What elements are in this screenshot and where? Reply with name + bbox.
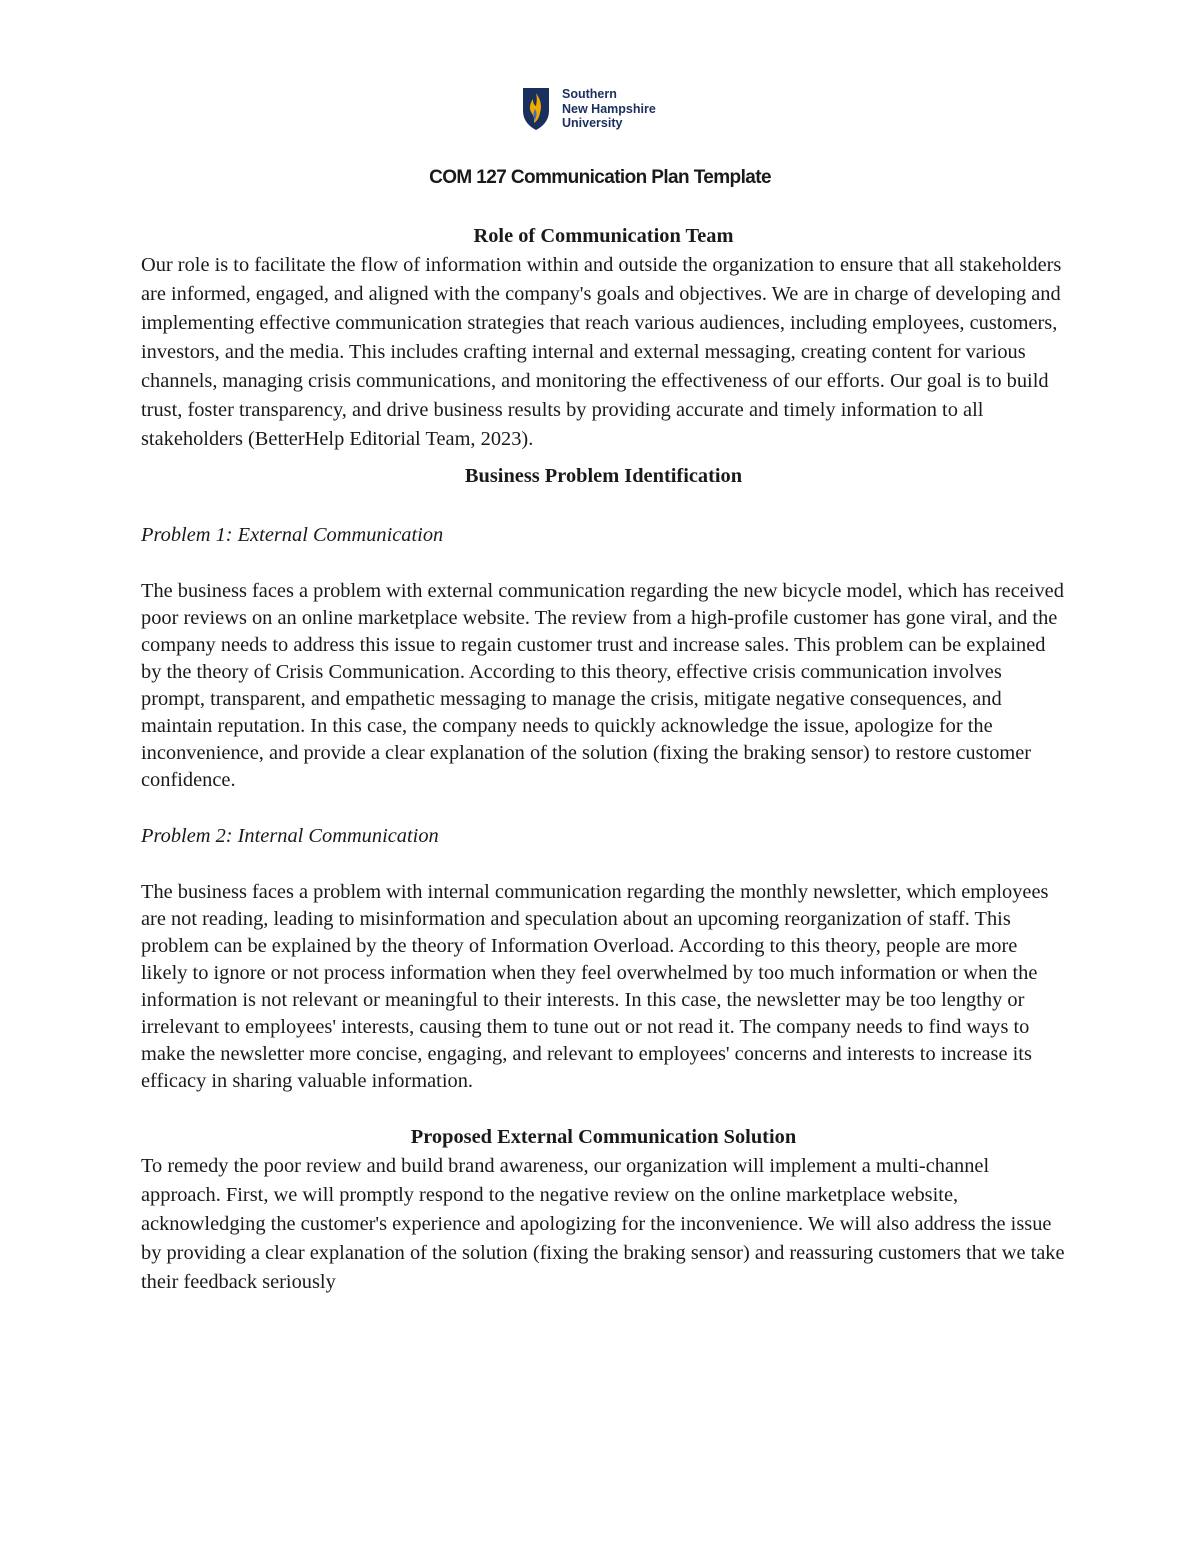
problem-2-paragraph: The business faces a problem with internal communication regarding the monthly newsletter, which employees are not reading, leading to misinformation and speculation about an upcoming reorganization of staff. This problem can be explained by the theory of Information Overload. According to this theory, people are more likely to ignore or not process information when they feel overwhelmed by too much information or when the information is not relevant or meaningful to their interests. In this case, the newsletter may be too lengthy or irrelevant to employees' interests, causing them to tune out or not read it. The company needs to find ways to make the newsletter more concise, engaging, and relevant to employees' concerns and interests to increase its efficacy in sharing valuable information. bbox=[141, 881, 1049, 1092]
document-title: COM 127 Communication Plan Template bbox=[429, 167, 771, 188]
university-logo bbox=[522, 84, 692, 134]
shield-flame-icon bbox=[522, 87, 550, 131]
problem-1-title: Problem 1: External Communication bbox=[141, 524, 444, 546]
logo-wordmark bbox=[562, 87, 656, 131]
problem-1-paragraph: The business faces a problem with external communication regarding the new bicycle model, which has received poor reviews on an online marketplace website. The review from a high-profile customer has gone viral, and the company needs to address this issue to regain customer trust and increase sales. This problem can be explained by the theory of Crisis Communication. According to this theory, effective crisis communication involves prompt, transparent, and empathetic messaging to manage the crisis, mitigate negative consequences, and maintain reputation. In this case, the company needs to quickly acknowledge the issue, apologize for the inconvenience, and provide a clear explanation of the solution (fixing the braking sensor) to restore customer confidence. bbox=[141, 580, 1064, 791]
role-paragraph: Our role is to facilitate the flow of information within and outside the organization to ensure that all stakeholders are informed, engaged, and aligned with the company's goals and objectives. We are in charge of developing and implementing effective communication strategies that reach various audiences, including employees, customers, investors, and the media. This includes crafting internal and external messaging, creating content for various channels, managing crisis communications, and monitoring the effectiveness of our efforts. Our goal is to build trust, foster transparency, and drive business results by providing accurate and timely information to all stakeholders (BetterHelp Editorial Team, 2023). bbox=[141, 254, 1062, 450]
document-body bbox=[141, 222, 1066, 1297]
problem-2-title: Problem 2: Internal Communication bbox=[141, 825, 439, 847]
role-heading: Role of Communication Team bbox=[473, 225, 734, 247]
solution-paragraph: To remedy the poor review and build brand awareness, our organization will implement a multi-channel approach. First, we will promptly respond to the negative review on the online marketplace website, acknowledging the customer's experience and apologizing for the inconvenience. We will also address the issue by providing a clear explanation of the solution (fixing the braking sensor) and reassuring customers that we take their feedback seriously bbox=[141, 1155, 1065, 1293]
logo-line-3: University bbox=[562, 116, 623, 131]
solution-heading: Proposed External Communication Solution bbox=[410, 1126, 797, 1148]
logo-line-1: Southern bbox=[562, 87, 617, 102]
problems-heading: Business Problem Identification bbox=[464, 465, 743, 487]
logo-line-2: New Hampshire bbox=[562, 101, 656, 116]
